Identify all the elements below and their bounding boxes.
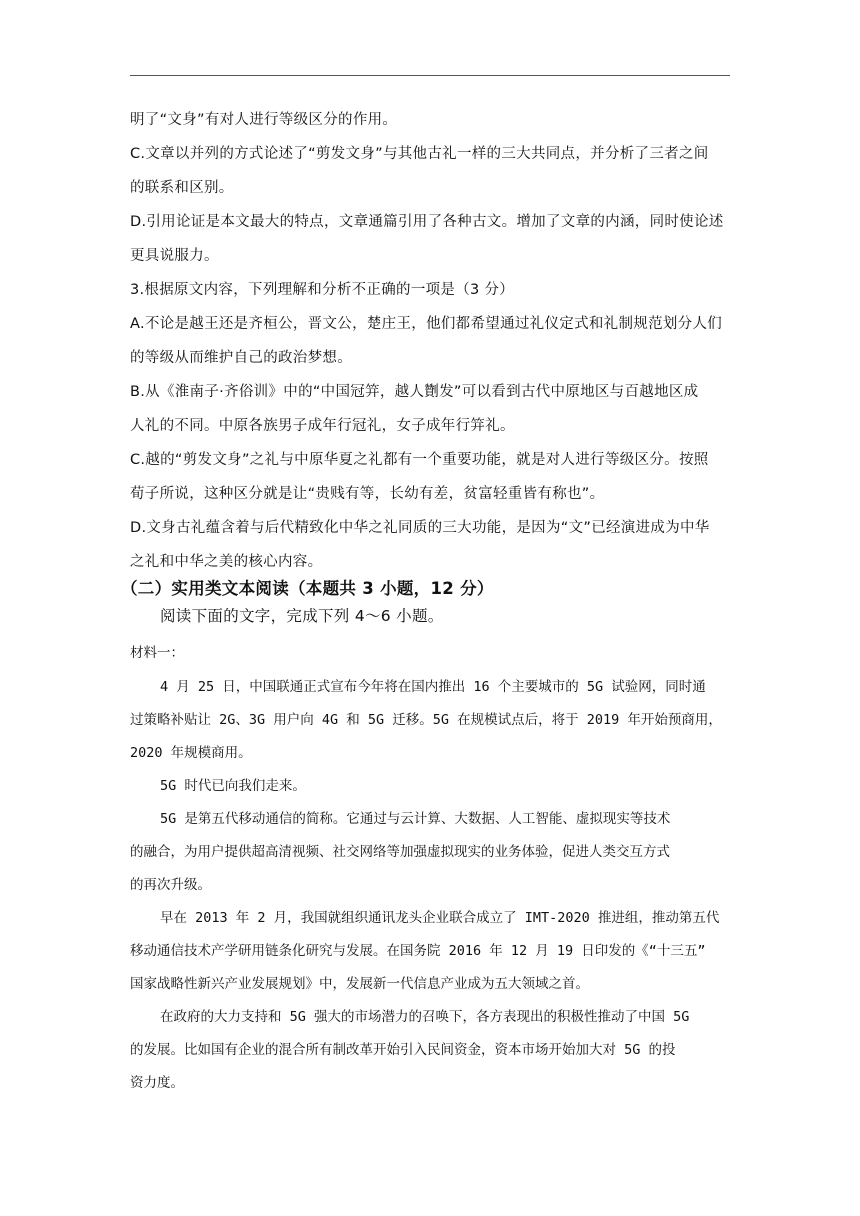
q3-option-d-line-1: D.文身古礼蕴含着与后代精致化中华之礼同质的三大功能，是因为“文”已经演进成为中华 <box>130 520 710 536</box>
material-line: 在政府的大力支持和 5G 强大的市场潜力的召唤下，各方表现出的积极性推动了中国 5G <box>160 1009 690 1025</box>
option-d-line-2: 更具说服力。 <box>130 248 219 264</box>
option-d-line-1: D.引用论证是本文最大的特点，文章通篇引用了各种古文。增加了文章的内涵，同时使论述 <box>130 214 724 230</box>
material-line: 的融合，为用户提供超高清视频、社交网络等加强虚拟现实的业务体验，促进人类交互方式 <box>130 844 670 860</box>
q3-option-c-line-1: C.越的“剪发文身”之礼与中原华夏之礼都有一个重要功能，就是对人进行等级区分。按照 <box>130 452 709 468</box>
material-line: 资力度。 <box>130 1075 184 1091</box>
header-rule <box>130 75 730 76</box>
material-line: 4 月 25 日，中国联通正式宣布今年将在国内推出 16 个主要城市的 5G 试验网，同时通 <box>160 679 706 695</box>
q3-option-b-line-1: B.从《淮南子·齐俗训》中的“中国冠笄，越人劗发”可以看到古代中原地区与百越地区成 <box>130 384 699 400</box>
material-line: 国家战略性新兴产业发展规划》中，发展新一代信息产业成为五大领域之首。 <box>130 976 589 992</box>
question-3: 3.根据原文内容，下列理解和分析不正确的一项是（3 分） <box>130 282 515 298</box>
material-line: 过策略补贴让 2G、3G 用户向 4G 和 5G 迁移。5G 在规模试点后，将于 2019 年开始预商用， <box>130 712 722 728</box>
material-line: 早在 2013 年 2 月，我国就组织通讯龙头企业联合成立了 IMT-2020 推进组，推动第五代 <box>160 910 720 926</box>
material-line: 移动通信技术产学研用链条化研究与发展。在国务院 2016 年 12 月 19 日印发的《“十三五” <box>130 943 706 959</box>
material-line: 的再次升级。 <box>130 877 211 893</box>
material-line: 的发展。比如国有企业的混合所有制改革开始引入民间资金，资本市场开始加大对 5G 的投 <box>130 1042 676 1058</box>
text-line: 明了“文身”有对人进行等级区分的作用。 <box>130 112 398 128</box>
q3-option-d-line-2: 之礼和中华之美的核心内容。 <box>130 554 323 570</box>
option-c-line-1: C.文章以并列的方式论述了“剪发文身”与其他古礼一样的三大共同点，并分析了三者之间 <box>130 146 709 162</box>
material-line: 5G 是第五代移动通信的简称。它通过与云计算、大数据、人工智能、虚拟现实等技术 <box>160 811 671 827</box>
q3-option-c-line-2: 荀子所说，这种区分就是让“贵贱有等，长幼有差，贫富轻重皆有称也”。 <box>130 486 605 502</box>
option-c-line-2: 的联系和区别。 <box>130 180 234 196</box>
material-line: 2020 年规模商用。 <box>130 745 252 761</box>
instruction: 阅读下面的文字，完成下列 4～6 小题。 <box>160 607 444 625</box>
q3-option-a-line-2: 的等级从而维护自己的政治梦想。 <box>130 350 352 366</box>
material-line: 5G 时代已向我们走来。 <box>160 778 306 794</box>
q3-option-b-line-2: 人礼的不同。中原各族男子成年行冠礼，女子成年行笄礼。 <box>130 418 515 434</box>
material-label: 材料一： <box>130 645 184 661</box>
section-heading: （二）实用类文本阅读（本题共 3 小题，12 分） <box>121 579 494 598</box>
q3-option-a-line-1: A.不论是越王还是齐桓公，晋文公，楚庄王，他们都希望通过礼仪定式和礼制规范划分人们 <box>130 316 723 332</box>
